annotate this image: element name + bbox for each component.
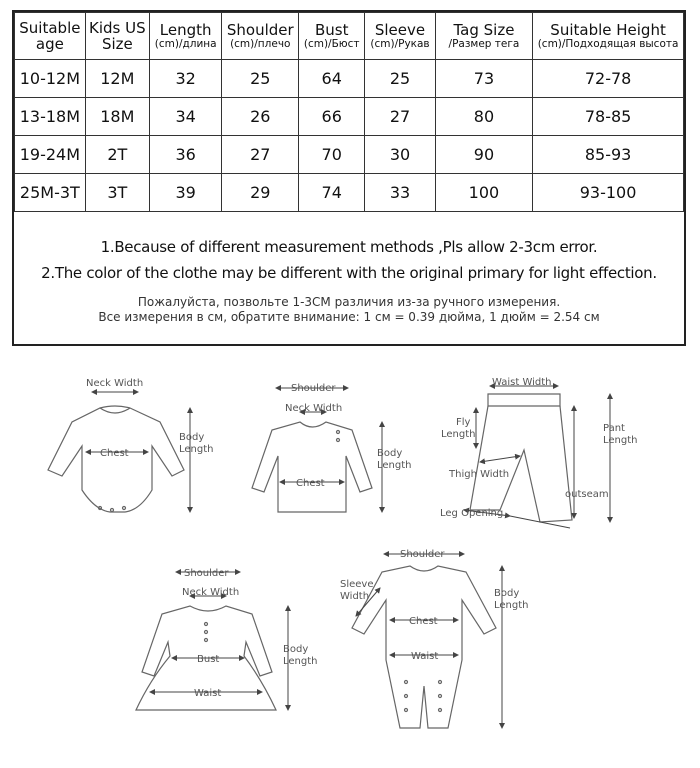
cell-us-size: 3T	[85, 174, 149, 212]
note-color-difference: 2.The color of the clothe may be different with the original primary for light effection.	[41, 264, 657, 282]
dress-body-label: Body	[283, 644, 309, 655]
pants-fly-label: Fly	[456, 417, 471, 428]
pants-fly-length-label: Length	[441, 429, 476, 440]
cell-us-size: 2T	[85, 136, 149, 174]
diagrams-svg	[0, 360, 700, 764]
cell-us-size: 18M	[85, 98, 149, 136]
bodysuit-chest-label: Chest	[100, 448, 129, 459]
notes-section	[14, 221, 684, 346]
table-row	[15, 60, 684, 98]
dress-neck-label: Neck Width	[182, 587, 240, 598]
cell-sleeve: 30	[365, 136, 435, 174]
header-height: Suitable Height (cm)/Подходящая высота	[533, 13, 684, 60]
romper-body-label: Body	[494, 588, 520, 599]
dress-length-label: Length	[283, 656, 318, 667]
cell-height: 72-78	[533, 60, 684, 98]
header-tag-size: Tag Size /Размер тега	[435, 13, 532, 60]
header-length: Length (cm)/длина	[149, 13, 221, 60]
shirt-shoulder-label: Shoulder	[291, 383, 336, 394]
cell-tag-size: 80	[435, 98, 532, 136]
table-row	[15, 174, 684, 212]
pants-diagram	[464, 386, 610, 528]
pants-waist-label: Waist Width	[492, 377, 552, 388]
cell-length: 34	[149, 98, 221, 136]
cell-sleeve: 25	[365, 60, 435, 98]
cell-length: 39	[149, 174, 221, 212]
cell-height: 85-93	[533, 136, 684, 174]
cell-length: 36	[149, 136, 221, 174]
cell-bust: 74	[299, 174, 365, 212]
table-row	[15, 98, 684, 136]
cell-bust: 66	[299, 98, 365, 136]
header-bust: Bust (cm)/Бюст	[299, 13, 365, 60]
header-shoulder: Shoulder (cm)/плечо	[222, 13, 299, 60]
shirt-length-label: Length	[377, 460, 412, 471]
pants-pant-label: Pant	[603, 423, 625, 434]
shirt-chest-label: Chest	[296, 478, 325, 489]
cell-age: 10-12M	[15, 60, 86, 98]
pants-leg-label: Leg Opening	[440, 508, 504, 519]
cell-height: 78-85	[533, 98, 684, 136]
cell-shoulder: 25	[222, 60, 299, 98]
note-measurement-error: 1.Because of different measurement methods ,Pls allow 2-3cm error.	[100, 238, 598, 256]
cell-us-size: 12M	[85, 60, 149, 98]
note-ru-units: Все измерения в см, обратите внимание: 1 см = 0.39 дюйма, 1 дюйм = 2.54 см	[98, 310, 600, 324]
shirt-neck-label: Neck Width	[285, 403, 343, 414]
bodysuit-body-label: Body	[179, 432, 205, 443]
cell-length: 32	[149, 60, 221, 98]
header-us-size: Kids US Size	[85, 13, 149, 60]
cell-bust: 70	[299, 136, 365, 174]
dress-waist-label: Waist	[194, 688, 222, 699]
pants-length-label: Length	[603, 435, 638, 446]
cell-shoulder: 27	[222, 136, 299, 174]
shirt-body-label: Body	[377, 448, 403, 459]
pants-outseam-label: outseam	[565, 489, 609, 500]
cell-tag-size: 100	[435, 174, 532, 212]
header-age: Suitable age	[15, 13, 86, 60]
romper-sleeve-label: Sleeve	[340, 579, 374, 590]
cell-age: 19-24M	[15, 136, 86, 174]
cell-tag-size: 90	[435, 136, 532, 174]
dress-bust-label: Bust	[197, 654, 220, 665]
cell-shoulder: 29	[222, 174, 299, 212]
cell-bust: 64	[299, 60, 365, 98]
table-row	[15, 136, 684, 174]
bodysuit-neck-label: Neck Width	[86, 378, 144, 389]
cell-age: 13-18M	[15, 98, 86, 136]
cell-sleeve: 27	[365, 98, 435, 136]
cell-age: 25M-3T	[15, 174, 86, 212]
note-ru-error: Пожалуйста, позвольте 1-3CM различия из-за ручного измерения.	[137, 295, 561, 309]
dress-shoulder-label: Shoulder	[184, 568, 229, 579]
romper-width-label: Width	[340, 591, 370, 602]
bodysuit-length-label: Length	[179, 444, 214, 455]
pants-thigh-label: Thigh Width	[449, 469, 510, 480]
cell-shoulder: 26	[222, 98, 299, 136]
romper-length-label: Length	[494, 600, 529, 611]
size-table	[14, 12, 684, 212]
cell-sleeve: 33	[365, 174, 435, 212]
romper-shoulder-label: Shoulder	[400, 549, 445, 560]
size-chart	[12, 10, 686, 346]
romper-diagram	[352, 554, 502, 728]
header-sleeve: Sleeve (cm)/Рукав	[365, 13, 435, 60]
measurement-diagrams	[0, 360, 700, 764]
cell-height: 93-100	[533, 174, 684, 212]
romper-chest-label: Chest	[409, 616, 438, 627]
romper-waist-label: Waist	[411, 651, 439, 662]
cell-tag-size: 73	[435, 60, 532, 98]
table-header-row	[15, 13, 684, 60]
